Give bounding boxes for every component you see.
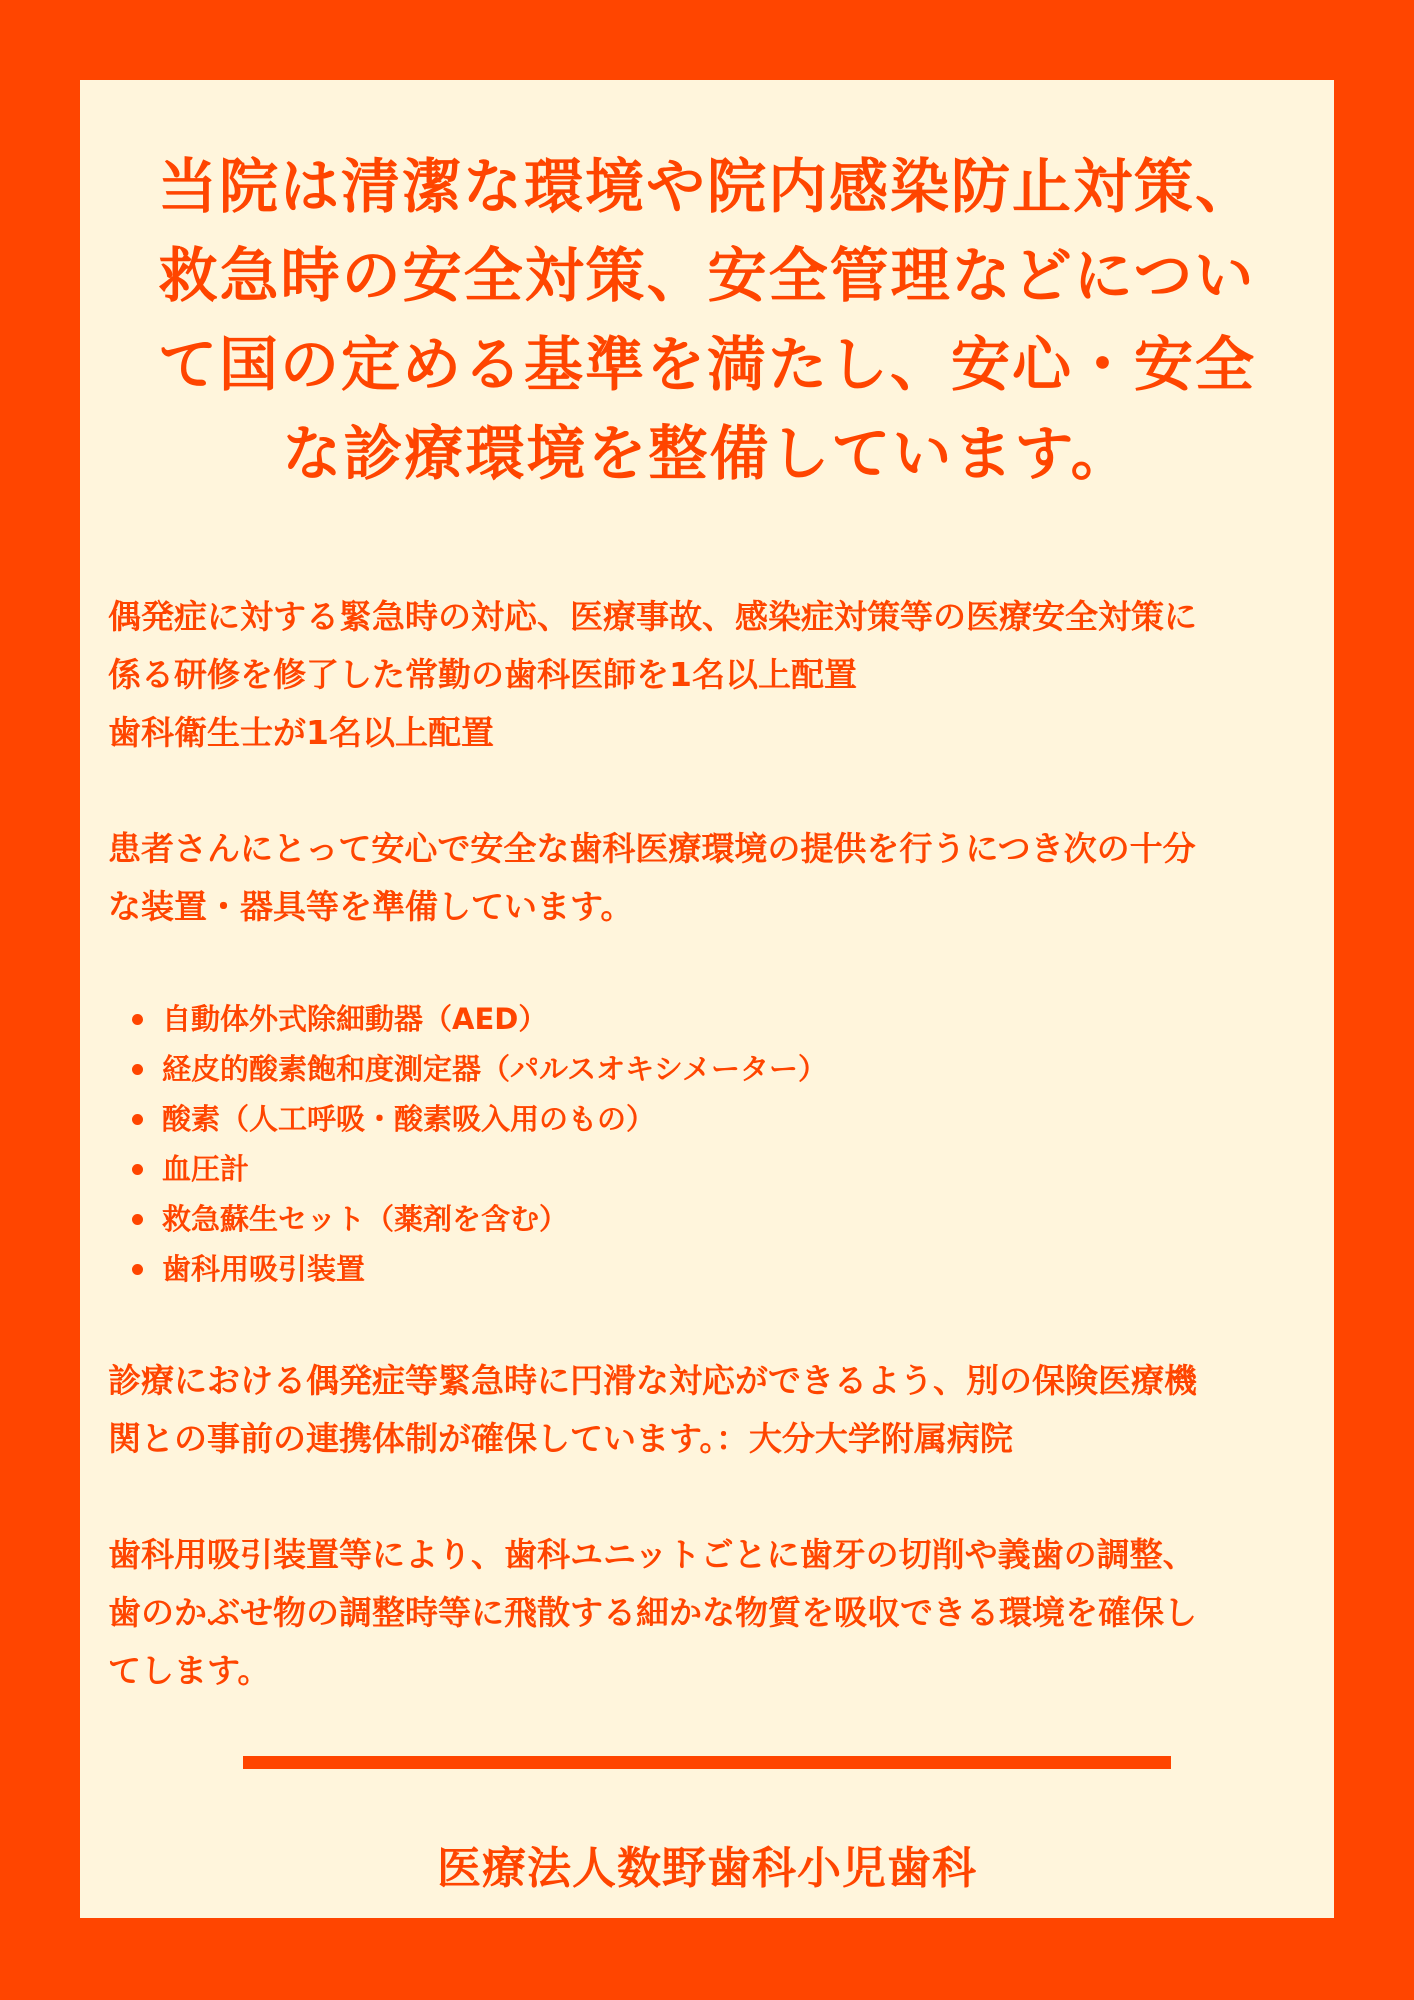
- list-item-label: 血圧計: [162, 1152, 250, 1186]
- list-item-label: 経皮的酸素飽和度測定器（パルスオキシメーター）: [162, 1052, 827, 1086]
- list-item: [132, 1094, 1306, 1144]
- equipment-intro: [108, 820, 1306, 936]
- list-item: [132, 1044, 1306, 1094]
- cooperation-line: 関との事前の連携体制が確保しています。：大分大学附属病院: [108, 1419, 1013, 1458]
- list-item-label: 酸素（人工呼吸・酸素吸入用のもの）: [162, 1102, 656, 1136]
- cooperation-line: 診療における偶発症等緊急時に円滑な対応ができるよう、別の保険医療機: [108, 1361, 1197, 1400]
- bullet-icon: [132, 1064, 143, 1075]
- bullet-icon: [132, 1014, 143, 1025]
- equipment-intro-line: 患者さんにとって安心で安全な歯科医療環境の提供を行うにつき次の十分: [108, 829, 1196, 868]
- cooperation-section: [108, 1352, 1306, 1468]
- suction-line: 歯のかぶせ物の調整時等に飛散する細かな物質を吸収できる環境を確保し: [108, 1593, 1197, 1632]
- list-item-label: 救急蘇生セット（薬剤を含む）: [162, 1202, 569, 1236]
- headline-line: 救急時の安全対策、安全管理などについ: [158, 241, 1256, 310]
- bullet-icon: [132, 1114, 143, 1125]
- bullet-icon: [132, 1264, 143, 1275]
- divider: [243, 1756, 1171, 1769]
- bullet-icon: [132, 1164, 143, 1175]
- bullet-icon: [132, 1214, 143, 1225]
- staff-line: 偶発症に対する緊急時の対応、医療事故、感染症対策等の医療安全対策に: [108, 597, 1197, 636]
- list-item: [132, 1194, 1306, 1244]
- staff-section: [108, 588, 1306, 762]
- headline-line: て国の定める基準を満たし、安心・安全: [157, 330, 1256, 399]
- equipment-list: [108, 994, 1306, 1294]
- notice-panel: [80, 80, 1334, 1918]
- headline: [108, 142, 1306, 498]
- list-item: [132, 994, 1306, 1044]
- list-item-label: 自動体外式除細動器（AED）: [162, 1002, 548, 1036]
- suction-line: 歯科用吸引装置等により、歯科ユニットごとに歯牙の切削や義歯の調整、: [108, 1535, 1196, 1574]
- staff-line: 係る研修を修了した常勤の歯科医師を1名以上配置: [108, 655, 857, 694]
- list-item: [132, 1144, 1306, 1194]
- staff-line: 歯科衛生士が1名以上配置: [108, 713, 494, 752]
- equipment-intro-line: な装置・器具等を準備しています。: [108, 887, 634, 926]
- suction-line: てします。: [108, 1651, 271, 1690]
- list-item-label: 歯科用吸引装置: [162, 1252, 366, 1286]
- headline-line: な診療環境を整備しています。: [282, 419, 1132, 488]
- suction-section: [108, 1526, 1306, 1700]
- headline-line: 当院は清潔な環境や院内感染防止対策、: [157, 152, 1256, 221]
- list-item: [132, 1244, 1306, 1294]
- clinic-name: 医療法人数野歯科小児歯科: [437, 1843, 977, 1894]
